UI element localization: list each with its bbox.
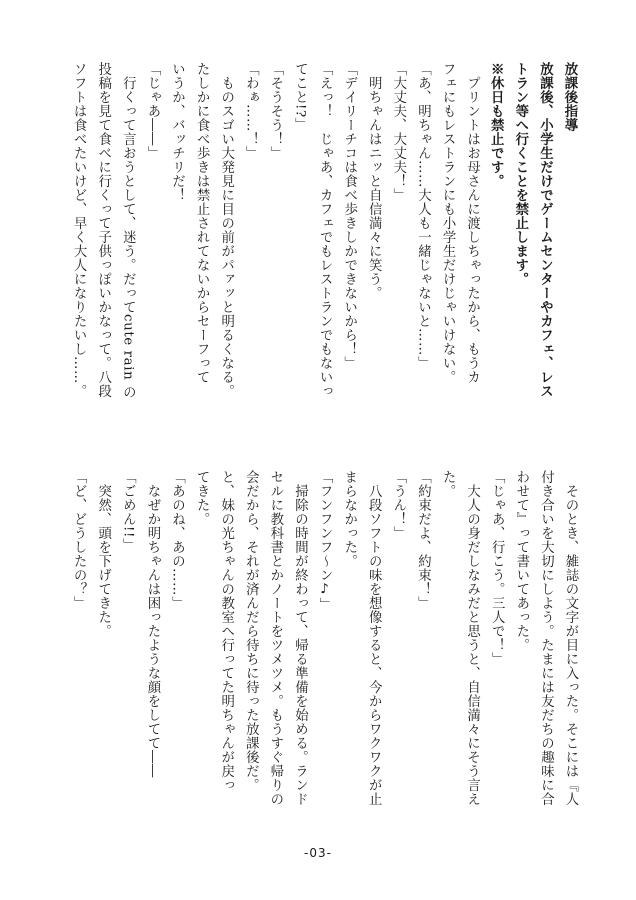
text-line: 付き合いを大切にしよう。たまには友だちの趣味に合 <box>538 470 554 806</box>
text-line: と、妹の光ちゃんの教室へ行ってた明ちゃんが戻っ <box>218 470 234 792</box>
text-line: まらなかった。 <box>341 470 357 568</box>
page-number: -03- <box>304 846 332 860</box>
notice-title: 放課後指導 <box>562 62 578 132</box>
text-line: フェにもレストランにも小学生だけじゃいけない。 <box>440 62 456 384</box>
lower-text-column <box>58 470 582 818</box>
text-line: プリントはお母さんに渡しちゃったから、もうカ <box>464 62 480 384</box>
text-line: 「うん！」 <box>390 470 406 540</box>
notice-line: 放課後、小学生だけでゲームセンターやカフェ、レス <box>537 62 554 398</box>
notice-line: トラン等へ行くことを禁止します。 <box>512 62 529 286</box>
text-line: 「ごめん!!」 <box>120 470 136 552</box>
notice-line: ※休日も禁止です。 <box>488 62 505 188</box>
text-line: 大人の身だしなみだと思うと、自信満々にそう言え <box>464 470 480 806</box>
text-line: 「デイリーチコは食べ歩きしかできないから！」 <box>341 62 357 370</box>
text-line: 会だから、それが済んだら待ちに待った放課後だ。 <box>243 470 259 792</box>
text-line: てきた。 <box>194 470 210 526</box>
text-line: わせて』って書いてあった。 <box>513 470 529 652</box>
text-line: いうか、バッチリだ！ <box>169 62 185 202</box>
text-line: 明ちゃんはニッと自信満々に笑う。 <box>366 62 382 300</box>
text-line: 投稿を見て食べに行くって子供っぽいかなって。八段 <box>95 62 111 398</box>
text-line: 「そうそう！」 <box>267 62 283 160</box>
text-line: セルに教科書とかノートをツメツメ。もうすぐ帰りの <box>267 470 283 806</box>
text-line: ものスゴい大発見に目の前がパァッと明るくなる。 <box>218 62 234 398</box>
text-line: 掃除の時間が終わって、帰る準備を始める。ランド <box>292 470 308 806</box>
text-line: 「ど、どうしたの？」 <box>71 470 87 610</box>
text-line: 「約束だよ、約束！」 <box>415 470 431 610</box>
text-line: 「あ、明ちゃん……大人も一緒じゃないと……」 <box>415 62 431 370</box>
text-line: 「フンフンフ～ン♪」 <box>317 470 333 612</box>
text-line: てこと!?」 <box>292 62 308 132</box>
text-line: そのとき、雑誌の文字が目に入った。そこには『人 <box>563 470 578 806</box>
text-line: 「あのね、あの……」 <box>169 470 185 610</box>
text-line: なぜか明ちゃんは困ったような顔をしてて―― <box>144 470 160 778</box>
text-line: た。 <box>440 470 456 498</box>
text-line: 突然、頭を下げてきた。 <box>95 470 111 638</box>
text-line: 「じゃあ、行こう。三人で！」 <box>489 470 505 666</box>
text-line: 「じゃあ――」 <box>144 62 160 160</box>
text-line: 「わぁ……！」 <box>243 62 259 160</box>
text-line: 「大丈夫、大丈夫！」 <box>390 62 406 202</box>
text-line: たしかに食べ歩きは禁止されてないからセーフって <box>194 62 210 384</box>
text-line: 八段ソフトの味を想像すると、今からワクワクが止 <box>366 470 382 806</box>
text-line: 行くって言おうとして、迷う。だってcute rain の <box>120 62 136 400</box>
text-line: ソフトは食べたいけど、早く大人になりたいし……。 <box>71 62 87 398</box>
upper-text-column <box>58 62 582 442</box>
text-line: 「えっ！ じゃあ、カフェでもレストランでもないっ <box>317 62 333 398</box>
